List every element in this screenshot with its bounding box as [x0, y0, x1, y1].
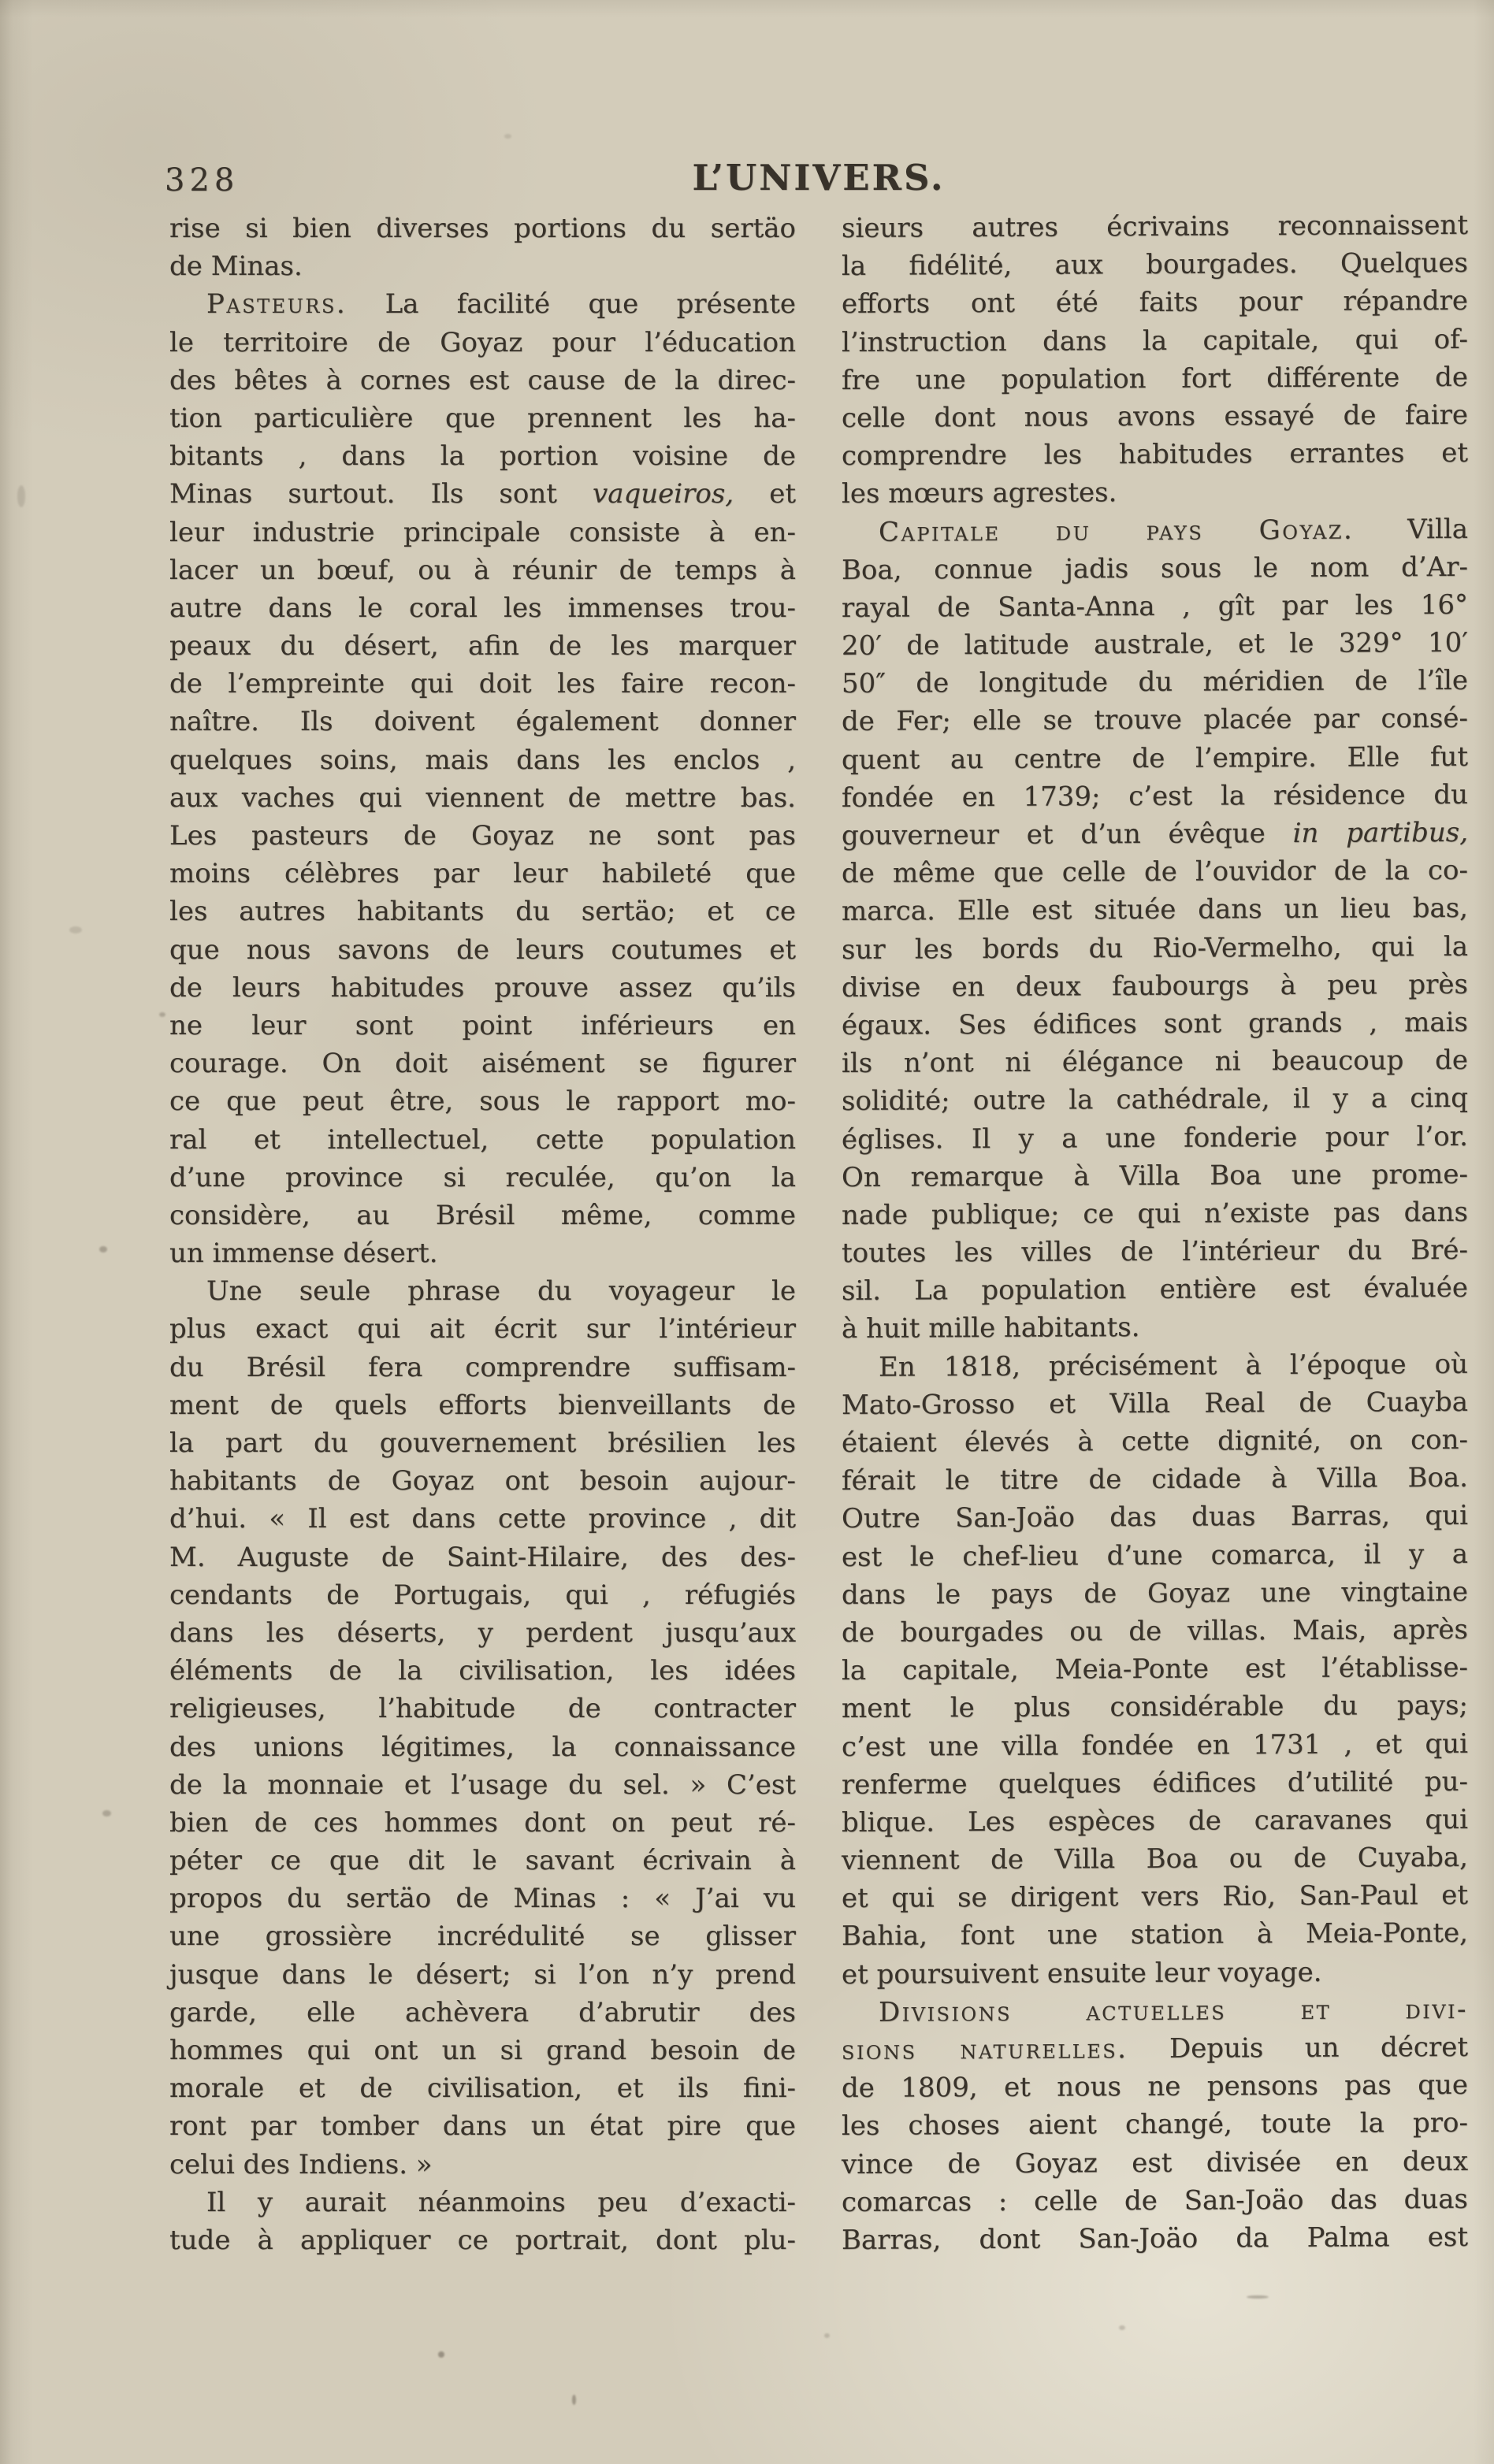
text-segment: tude à appliquer ce portrait, dont plu-	[169, 2224, 796, 2256]
text-segment: quelques soins, mais dans les enclos ,	[169, 744, 796, 776]
text-segment: bien de ces hommes dont on peut ré-	[169, 1806, 796, 1839]
text-line	[169, 210, 796, 247]
text-line	[842, 1117, 1468, 1158]
text-segment: Les pasteurs de Goyaz ne sont pas	[169, 820, 796, 852]
text-segment: comprendre les habitudes errantes et	[842, 436, 1468, 473]
text-line	[842, 1231, 1468, 1272]
text-line	[842, 434, 1468, 475]
ink-speck	[102, 1810, 111, 1816]
text-line	[842, 889, 1468, 930]
text-segment: leur industrie principale consiste à en-	[169, 516, 796, 548]
text-segment: une grossière incrédulité se glisser	[169, 1920, 796, 1953]
text-segment: des unions légitimes, la connaissance	[169, 1731, 796, 1763]
text-line	[842, 510, 1468, 551]
text-segment: comarcas : celle de San-Joäo das duas	[842, 2183, 1468, 2218]
text-line	[169, 2107, 796, 2145]
text-segment: la capitale, Meia-Ponte est l’établisse-	[842, 1651, 1468, 1687]
text-segment: férait le titre de cidade à Villa Boa.	[842, 1462, 1468, 1497]
text-line	[842, 699, 1468, 740]
text-line	[842, 1383, 1468, 1424]
text-segment: in partibus,	[1292, 816, 1468, 850]
text-line	[842, 776, 1468, 817]
text-line	[842, 320, 1468, 361]
text-segment: hommes qui ont un si grand besoin de	[169, 2035, 796, 2066]
text-segment: et poursuivent ensuite leur voyage.	[842, 1956, 1322, 1991]
text-segment: sieurs autres écrivains reconnaissent	[842, 209, 1468, 244]
text-line	[169, 1007, 796, 1045]
text-segment: vaqueiros,	[593, 478, 734, 510]
text-line	[842, 624, 1468, 665]
text-line	[842, 282, 1468, 323]
text-segment: fre une population fort différente de	[842, 361, 1468, 396]
text-line	[842, 586, 1468, 627]
text-line	[842, 1156, 1468, 1197]
text-line	[169, 1197, 796, 1234]
text-segment: divise en deux faubourgs à peu près	[842, 968, 1468, 1004]
text-line	[842, 2218, 1468, 2259]
text-segment: rise si bien diverses portions du sertäo	[169, 213, 796, 244]
text-line	[169, 1462, 796, 1500]
text-segment: M. Auguste de Saint-Hilaire, des des-	[169, 1541, 796, 1573]
text-line	[169, 1121, 796, 1159]
text-line	[842, 1914, 1468, 1955]
text-line	[169, 1652, 796, 1690]
text-segment: de l’empreinte qui doit les faire recon-	[169, 668, 796, 700]
text-segment: de Fer; elle se trouve placée par consé-	[842, 703, 1468, 738]
text-line	[169, 2069, 796, 2107]
text-segment: Une seule phrase du voyageur le	[206, 1275, 796, 1308]
text-segment: sur les bords du Rio-Vermelho, qui la	[842, 930, 1468, 966]
text-line	[169, 2146, 796, 2184]
text-segment: Outre San-Joäo das duas Barras, qui	[842, 1500, 1468, 1535]
page-number: 328	[165, 162, 240, 199]
text-segment: à huit mille habitants.	[842, 1312, 1140, 1345]
text-line	[169, 741, 796, 779]
text-segment: Depuis un décret	[1128, 2031, 1468, 2065]
text-line	[842, 2066, 1468, 2107]
text-segment: c’est une villa fondée en 1731 , et qui	[842, 1727, 1468, 1763]
left-text-column	[169, 210, 796, 2259]
text-segment: sil. La population entière est évaluée	[842, 1272, 1468, 1308]
text-line	[169, 665, 796, 703]
ink-speck	[17, 485, 25, 507]
text-line	[169, 1994, 796, 2032]
text-segment: Bahia, font une station à Meia-Ponte,	[842, 1917, 1468, 1953]
text-segment: moins célèbres par leur habileté que	[169, 858, 796, 890]
text-line	[842, 1687, 1468, 1727]
text-line	[169, 1766, 796, 1804]
text-line	[842, 1763, 1468, 1804]
ink-speck	[1247, 2295, 1269, 2299]
text-line	[169, 2221, 796, 2259]
text-segment: Minas surtout. Ils sont	[169, 478, 593, 510]
text-line	[169, 1424, 796, 1462]
text-segment: d’une province si reculée, qu’on la	[169, 1161, 796, 1193]
text-segment: efforts ont été faits pour répandre	[842, 285, 1468, 321]
text-segment: ment le plus considérable du pays;	[842, 1690, 1468, 1725]
text-segment: vince de Goyaz est divisée en deux	[842, 2145, 1468, 2180]
text-segment: dans le pays de Goyaz une vingtaine	[842, 1575, 1468, 1611]
text-segment: de Minas.	[169, 250, 303, 283]
text-segment: les mœurs agrestes.	[842, 477, 1117, 510]
text-line	[169, 1386, 796, 1424]
text-line	[169, 514, 796, 551]
text-segment: ils n’ont ni élégance ni beaucoup de	[842, 1044, 1468, 1080]
text-segment: viennent de Villa Boa ou de Cuyaba,	[842, 1841, 1468, 1877]
text-segment: rayal de Santa-Anna , gît par les 16°	[842, 588, 1468, 624]
text-segment: le territoire de Goyaz pour l’éducation	[169, 326, 796, 358]
text-line	[842, 1193, 1468, 1234]
text-line	[842, 1041, 1468, 1082]
text-line	[169, 1690, 796, 1727]
text-line	[842, 737, 1468, 778]
text-segment: péter ce que dit le savant écrivain à	[169, 1845, 796, 1877]
text-line	[169, 1349, 796, 1386]
text-segment: peaux du désert, afin de les marquer	[169, 630, 796, 662]
text-segment: On remarque à Villa Boa une prome-	[842, 1158, 1468, 1193]
text-segment: ment de quels efforts bienveillants de	[169, 1389, 796, 1421]
text-segment: Divisions actuelles et divi-	[879, 1993, 1468, 2028]
text-segment: lacer un bœuf, ou à réunir de temps à	[169, 554, 796, 586]
text-segment: Barras, dont San-Joäo da Palma est	[842, 2221, 1468, 2256]
text-segment: 50″ de longitude du méridien de l’île	[842, 665, 1468, 700]
ink-speck	[1119, 2325, 1125, 2330]
text-segment: les autres habitants du sertäo; et ce	[169, 896, 796, 928]
text-segment: fondée en 1739; c’est la résidence du	[842, 778, 1468, 814]
text-segment: du Brésil fera comprendre suffisam-	[169, 1351, 796, 1383]
ink-speck	[159, 1012, 165, 1017]
text-segment: de même que celle de l’ouvidor de la co-	[842, 855, 1468, 890]
text-segment: morale et de civilisation, et ils fini-	[169, 2073, 796, 2105]
text-line	[169, 1500, 796, 1538]
text-segment: bitants , dans la portion voisine de	[169, 440, 796, 473]
text-segment: égaux. Ses édifices sont grands , mais	[842, 1006, 1468, 1041]
ink-speck	[69, 926, 82, 933]
text-segment: et qui se dirigent vers Rio, San-Paul et	[842, 1880, 1468, 1915]
text-line	[842, 2180, 1468, 2221]
text-line	[169, 703, 796, 740]
text-line	[842, 472, 1468, 513]
text-segment: nade publique; ce qui n’existe pas dans	[842, 1196, 1468, 1231]
text-segment: sions naturelles.	[842, 2033, 1128, 2066]
text-line	[842, 852, 1468, 892]
text-line	[842, 548, 1468, 589]
ink-speck	[438, 2351, 444, 2358]
text-line	[842, 1534, 1468, 1575]
text-segment: marca. Elle est située dans un lieu bas,	[842, 892, 1468, 928]
text-line	[842, 1801, 1468, 1842]
text-line	[842, 1611, 1468, 1652]
text-segment: celle dont nous avons essayé de faire	[842, 399, 1468, 434]
text-line	[169, 399, 796, 437]
text-segment: ce que peut être, sous le rapport mo-	[169, 1085, 796, 1118]
text-line	[169, 247, 796, 285]
text-line	[842, 1952, 1468, 1993]
text-segment: Mato-Grosso et Villa Real de Cuayba	[842, 1386, 1468, 1421]
text-line	[842, 966, 1468, 1007]
text-segment: La facilité que présente	[347, 288, 796, 321]
text-segment: l’instruction dans la capitale, qui of-	[842, 323, 1468, 358]
text-segment: gouverneur et d’un évêque	[842, 818, 1293, 852]
text-line	[169, 285, 796, 323]
text-line	[169, 1159, 796, 1197]
text-segment: des bêtes à cornes est cause de la direc-	[169, 364, 796, 396]
text-segment: de bourgades ou de villas. Mais, après	[842, 1613, 1468, 1649]
text-line	[842, 814, 1468, 855]
text-line	[169, 589, 796, 627]
text-line	[169, 1045, 796, 1082]
text-line	[842, 2142, 1468, 2183]
text-line	[842, 1573, 1468, 1614]
text-segment: solidité; outre la cathédrale, il y a cinq	[842, 1082, 1468, 1118]
right-text-column	[842, 206, 1468, 2259]
text-line	[169, 1804, 796, 1842]
text-segment: tion particulière que prennent les ha-	[169, 402, 796, 434]
text-segment: Il y aurait néanmoins peu d’exacti-	[206, 2186, 796, 2218]
text-segment: considère, au Brésil même, comme	[169, 1199, 796, 1231]
text-segment: courage. On doit aisément se figurer	[169, 1048, 796, 1080]
text-line	[169, 1842, 796, 1880]
text-line	[842, 1269, 1468, 1310]
text-line	[842, 662, 1468, 703]
text-line	[169, 1614, 796, 1652]
text-segment: garde, elle achèvera d’abrutir des	[169, 1996, 796, 2028]
text-segment: celui des Indiens. »	[169, 2148, 433, 2180]
text-segment: églises. Il y a une fonderie pour l’or.	[842, 1120, 1468, 1156]
text-line	[169, 551, 796, 589]
text-segment: aux vaches qui viennent de mettre bas.	[169, 781, 796, 814]
text-segment: les choses aient changé, toute la pro-	[842, 2107, 1468, 2143]
text-line	[842, 1307, 1468, 1348]
text-line	[169, 1880, 796, 1917]
text-line	[169, 779, 796, 817]
text-line	[169, 1576, 796, 1614]
text-line	[842, 1421, 1468, 1462]
text-line	[842, 927, 1468, 968]
text-segment: habitants de Goyaz ont besoin aujour-	[169, 1465, 796, 1497]
text-line	[169, 1917, 796, 1955]
text-line	[169, 1310, 796, 1348]
text-line	[842, 1991, 1468, 2032]
text-segment: Villa	[1354, 513, 1469, 546]
text-segment: et	[734, 478, 796, 510]
text-line	[842, 358, 1468, 399]
text-segment: de leurs habitudes prouve assez qu’ils	[169, 971, 796, 1004]
text-line	[842, 1459, 1468, 1500]
text-segment: un immense désert.	[169, 1238, 438, 1270]
text-segment: éléments de la civilisation, les idées	[169, 1655, 796, 1687]
text-segment: autre dans le coral les immenses trou-	[169, 592, 796, 624]
text-line	[842, 1839, 1468, 1880]
text-line	[169, 1082, 796, 1120]
text-segment: Pasteurs.	[206, 288, 347, 321]
text-line	[169, 892, 796, 930]
text-line	[169, 475, 796, 513]
text-segment: est le chef-lieu d’une comarca, il y a	[842, 1538, 1468, 1573]
text-segment: renferme quelques édifices d’utilité pu-	[842, 1765, 1468, 1801]
text-segment: dans les déserts, y perdent jusqu’aux	[169, 1616, 796, 1649]
text-line	[169, 1234, 796, 1272]
text-line	[169, 324, 796, 362]
text-line	[169, 969, 796, 1007]
ink-speck	[572, 2395, 576, 2405]
text-segment: ront par tomber dans un état pire que	[169, 2110, 796, 2143]
text-line	[842, 2104, 1468, 2145]
text-line	[842, 244, 1468, 285]
text-line	[842, 1649, 1468, 1690]
text-line	[842, 1876, 1468, 1917]
text-line	[842, 396, 1468, 437]
text-segment: que nous savons de leurs coutumes et	[169, 933, 796, 966]
text-segment: étaient élevés à cette dignité, on con-	[842, 1423, 1468, 1459]
text-line	[169, 627, 796, 665]
text-line	[169, 1728, 796, 1766]
text-line	[842, 1497, 1468, 1538]
text-segment: quent au centre de l’empire. Elle fut	[842, 740, 1468, 776]
text-segment: la fidélité, aux bourgades. Quelques	[842, 247, 1468, 283]
text-line	[169, 1956, 796, 1994]
text-segment: d’hui. « Il est dans cette province , dit	[169, 1503, 796, 1535]
text-segment: 20′ de latitude australe, et le 329° 10′	[842, 626, 1468, 662]
text-segment: de la monnaie et l’usage du sel. » C’est	[169, 1768, 796, 1801]
text-segment: cendants de Portugais, qui , réfugiés	[169, 1579, 796, 1611]
text-line	[169, 362, 796, 399]
text-segment: ne leur sont point inférieurs en	[169, 1009, 796, 1041]
text-line	[169, 931, 796, 969]
text-segment: propos du sertäo de Minas : « J’ai vu	[169, 1883, 796, 1915]
text-segment: toutes les villes de l’intérieur du Bré-	[842, 1234, 1468, 1270]
text-segment: Capitale du pays Goyaz.	[879, 514, 1355, 548]
text-line	[842, 1345, 1468, 1386]
text-segment: de 1809, et nous ne pensons pas que	[842, 2069, 1468, 2105]
ink-speck	[99, 1246, 107, 1252]
ink-speck	[504, 134, 511, 139]
text-line	[842, 2028, 1468, 2069]
text-segment: En 1818, précisément à l’époque où	[879, 1348, 1468, 1383]
text-line	[169, 1272, 796, 1310]
text-line	[842, 1724, 1468, 1765]
text-line	[169, 437, 796, 475]
text-segment: religieuses, l’habitude de contracter	[169, 1693, 796, 1725]
text-segment: Boa, connue jadis sous le nom d’Ar-	[842, 551, 1468, 586]
text-segment: la part du gouvernement brésilien les	[169, 1427, 796, 1459]
running-header-title: L’UNIVERS.	[692, 157, 946, 199]
text-line	[169, 1538, 796, 1576]
text-line	[169, 855, 796, 892]
text-segment: plus exact qui ait écrit sur l’intérieur	[169, 1313, 796, 1345]
text-line	[842, 1004, 1468, 1045]
text-line	[842, 206, 1468, 247]
text-segment: blique. Les espèces de caravanes qui	[842, 1803, 1468, 1839]
ink-speck	[824, 2333, 830, 2338]
text-segment: naître. Ils doivent également donner	[169, 706, 796, 738]
text-segment: ral et intellectuel, cette population	[169, 1123, 796, 1156]
text-segment: jusque dans le désert; si l’on n’y prend	[169, 1958, 796, 1991]
text-line	[842, 1079, 1468, 1120]
text-line	[169, 2184, 796, 2221]
text-line	[169, 2032, 796, 2069]
text-line	[169, 817, 796, 855]
